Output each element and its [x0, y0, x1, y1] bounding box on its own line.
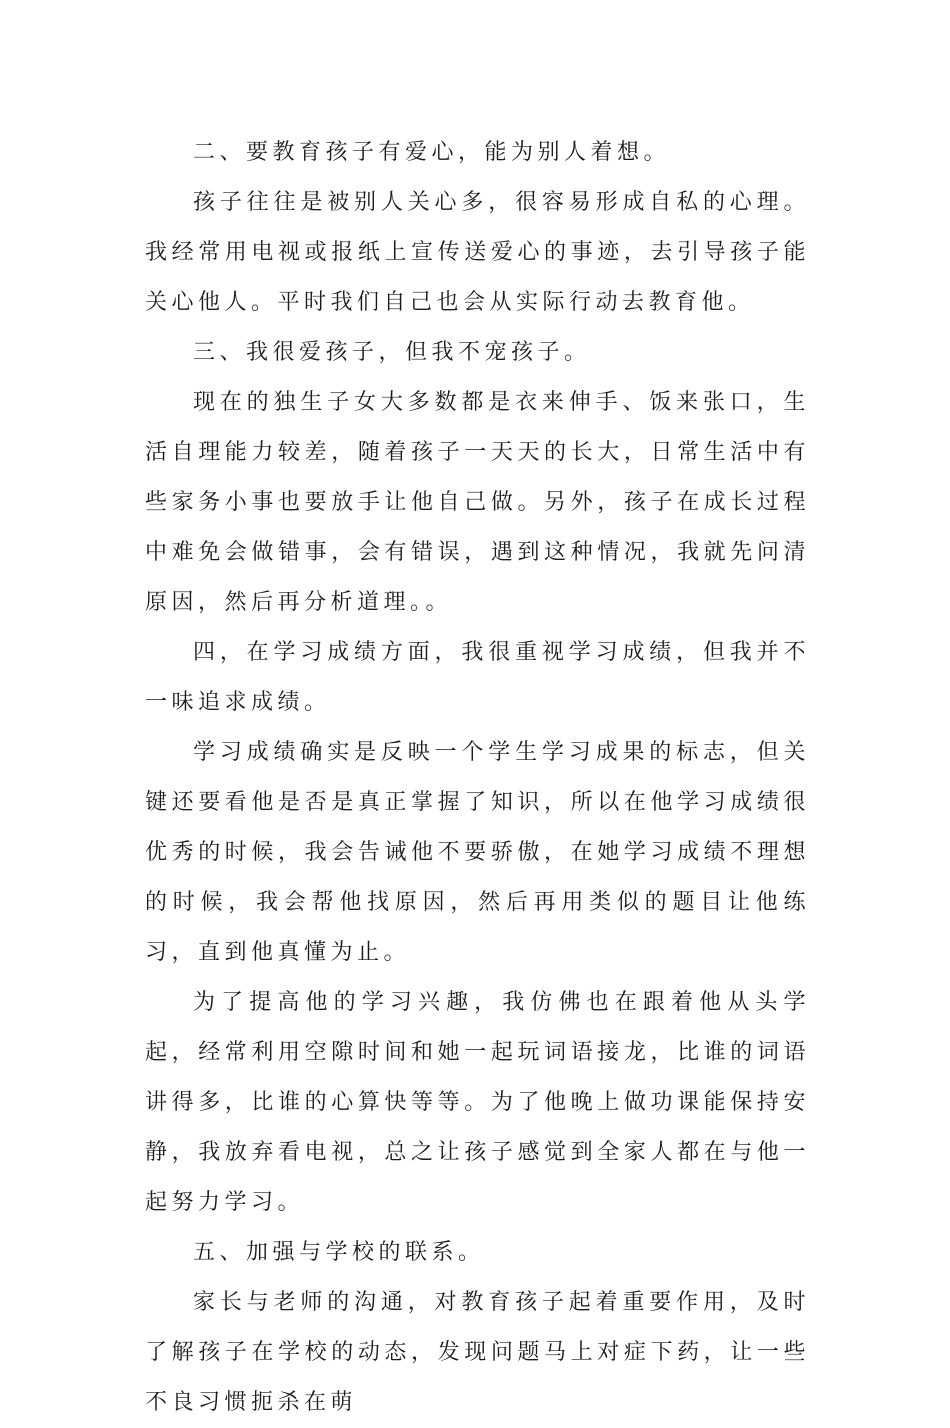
section-heading-5: 五、加强与学校的联系。 — [193, 1240, 485, 1265]
paragraph: 孩子往往是被别人关心多，很容易形成自私的心理。我经常用电视或报纸上宣传送爱心的事迹，去引导孩子能关心他人。平时我们自己也会从实际行动去教育他。 — [145, 190, 810, 315]
paragraph: 家长与老师的沟通，对教育孩子起着重要作用，及时了解孩子在学校的动态，发现问题马上对症下药，让一些不良习惯扼杀在萌 — [145, 1290, 810, 1415]
section-heading-4: 四，在学习成绩方面，我很重视学习成绩，但我并不一味追求成绩。 — [145, 640, 810, 715]
paragraph: 现在的独生子女大多数都是衣来伸手、饭来张口，生活自理能力较差，随着孩子一天天的长大，日常生活中有些家务小事也要放手让他自己做。另外，孩子在成长过程中难免会做错事，会有错误，遇到这种情况，我就先问清原因，然后再分析道理。。 — [145, 390, 810, 615]
section-heading-2: 二、要教育孩子有爱心，能为别人着想。 — [193, 140, 671, 165]
section-heading-3: 三、我很爱孩子，但我不宠孩子。 — [193, 340, 591, 365]
paragraph: 为了提高他的学习兴趣，我仿佛也在跟着他从头学起，经常利用空隙时间和她一起玩词语接龙，比谁的词语讲得多，比谁的心算快等等。为了他晚上做功课能保持安静，我放弃看电视，总之让孩子感觉到全家人都在与他一起努力学习。 — [145, 990, 810, 1215]
document-body — [145, 128, 810, 1428]
paragraph: 学习成绩确实是反映一个学生学习成果的标志，但关键还要看他是否是真正掌握了知识，所以在他学习成绩很优秀的时候，我会告诫他不要骄傲，在她学习成绩不理想的时候，我会帮他找原因，然后再用类似的题目让他练习，直到他真懂为止。 — [145, 740, 810, 965]
